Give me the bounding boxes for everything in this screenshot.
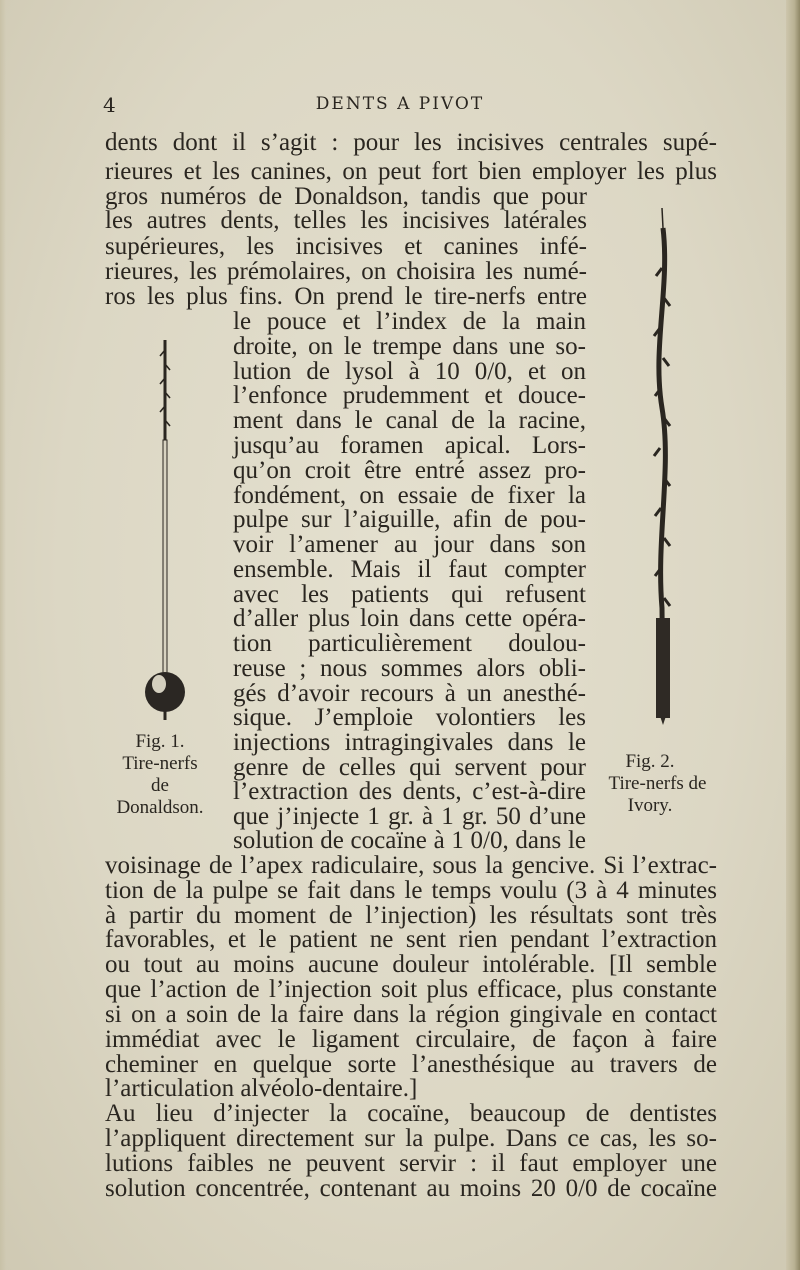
text-line: lution de lysol à 10 0/0, et on	[233, 358, 586, 385]
text-line: gros numéros de Donaldson, tandis que pour	[105, 183, 587, 210]
text-line: solution de cocaïne à 1 0/0, dans le	[233, 827, 586, 854]
text-line: solution concentrée, contenant au moins 20 0/0 de cocaïne	[105, 1175, 717, 1202]
text-line: ment dans le canal de la racine,	[233, 407, 586, 434]
page-edge-left	[0, 0, 6, 1270]
text-line: Au lieu d’injecter la cocaïne, beaucoup de dentistes	[105, 1100, 717, 1127]
text-line: genre de celles qui servent pour	[233, 754, 586, 781]
text-line: lutions faibles ne peuvent servir : il faut employer une	[105, 1150, 717, 1177]
text-line: le pouce et l’index de la main	[233, 308, 586, 335]
fig1-caption-line: Tire-nerfs	[122, 753, 198, 774]
page-number: 4	[103, 93, 116, 117]
text-line: droite, on le trempe dans une so-	[233, 333, 586, 360]
text-line: d’aller plus loin dans cette opéra-	[233, 605, 586, 632]
fig2-broach-illustration	[642, 208, 682, 728]
text-line: à partir du moment de l’injection) les résultats sont très	[105, 902, 717, 929]
fig2-label: Fig. 2.	[625, 751, 675, 772]
fig1-label: Fig. 1.	[135, 731, 185, 752]
text-line: l’articulation alvéolo-dentaire.]	[105, 1075, 418, 1102]
text-line: qu’on croit être entré assez pro-	[233, 457, 586, 484]
text-line: si on a soin de la faire dans la région gingivale en contact	[105, 1001, 717, 1028]
text-line: immédiat avec le ligament circulaire, de façon à faire	[105, 1026, 717, 1053]
text-line: que j’injecte 1 gr. à 1 gr. 50 d’une	[233, 803, 586, 830]
text-line: l’extraction des dents, c’est-à-dire	[233, 778, 586, 805]
text-line: voir l’amener au jour dans son	[233, 531, 586, 558]
fig2-caption-line: Tire-nerfs de	[608, 773, 707, 794]
text-line: fondément, on essaie de fixer la	[233, 482, 586, 509]
text-line: les autres dents, telles les incisives latérales	[105, 207, 587, 234]
text-line: avec les patients qui refusent	[233, 581, 586, 608]
fig1-caption-line: de	[151, 775, 169, 796]
text-line: favorables, et le patient ne sent rien pendant l’extraction	[105, 926, 717, 953]
text-line: rieures et les canines, on peut fort bien employer les plus	[105, 158, 717, 185]
text-line: dents dont il s’agit : pour les incisives centrales supé-	[105, 129, 717, 156]
text-line: ou tout au moins aucune douleur intolérable. [Il semble	[105, 951, 717, 978]
text-line: tion particulièrement doulou-	[233, 630, 586, 657]
text-line: ros les plus fins. On prend le tire-nerfs entre	[105, 283, 587, 310]
text-line: supérieures, les incisives et canines infé-	[105, 233, 587, 260]
fig1-caption-line: Donaldson.	[116, 797, 204, 818]
text-line: pulpe sur l’aiguille, afin de pou-	[233, 506, 586, 533]
text-line: reuse ; nous sommes alors obli-	[233, 655, 586, 682]
text-line: gés d’avoir recours à un anesthé-	[233, 680, 586, 707]
page-edge-right	[786, 0, 800, 1270]
text-line: injections intragingivales dans le	[233, 729, 586, 756]
text-line: ensemble. Mais il faut compter	[233, 556, 586, 583]
text-line: jusqu’au foramen apical. Lors-	[233, 432, 586, 459]
text-line: tion de la pulpe se fait dans le temps voulu (3 à 4 minutes	[105, 877, 717, 904]
text-line: sique. J’emploie volontiers les	[233, 704, 586, 731]
text-line: que l’action de l’injection soit plus efficace, plus constante	[105, 976, 717, 1003]
fig2-caption-line: Ivory.	[627, 795, 673, 816]
running-title: DENTS A PIVOT	[315, 94, 485, 114]
text-line: l’appliquent directement sur la pulpe. Dans ce cas, les so-	[105, 1125, 717, 1152]
fig1-broach-illustration	[135, 330, 195, 730]
text-line: cheminer en quelque sorte l’anesthésique au travers de	[105, 1051, 717, 1078]
text-line: voisinage de l’apex radiculaire, sous la gencive. Si l’extrac-	[105, 852, 717, 879]
text-line: rieures, les prémolaires, on choisira les numé-	[105, 258, 587, 285]
text-line: l’enfonce prudemment et douce-	[233, 382, 586, 409]
